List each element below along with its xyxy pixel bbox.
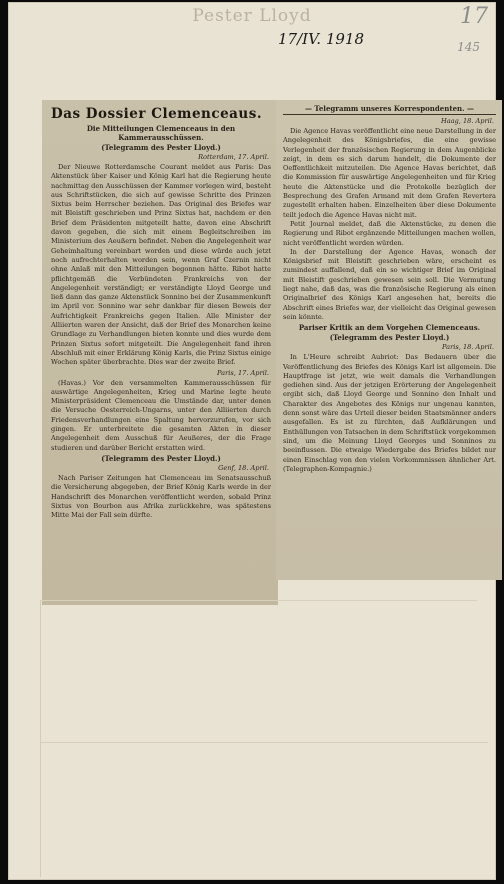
section-subhead: Pariser Kritik an dem Vorgehen Clemenceaus. — [298, 323, 481, 333]
paper-fold-region — [40, 600, 477, 877]
byline: (Telegramm des Pester Lloyd.) — [101, 453, 221, 463]
article-paragraph: Petit Journal meldet, daß die Aktenstücke, zu denen die Regierung und Ribot ergänzende Mitteilungen machen wollen, nicht veröffentlicht werden würden. — [283, 219, 496, 247]
byline: (Telegramm des Pester Lloyd.) — [329, 333, 450, 343]
handwritten-date: 17/IV. 1918 — [278, 30, 364, 48]
dateline: Paris, 18. April. — [442, 343, 494, 352]
dateline: Genf, 18. April. — [218, 463, 269, 472]
article-paragraph: In L'Heure schreibt Aubriot: Das Bedauern über die Veröffentlichung des Briefes des Königs Karl ist allgemein. Die Hauptfrage ist jetzt, wie weit damals die Verhandlungen gediehen sind. Aus der jetzigen Erörterung der Angelegenheit ergibt sich, daß Lloyd George und Sonnino den Inhalt und Charakter des Angebotes des Königs nur ungenau kannten, denn sonst wäre das Urteil dieser beiden Staatsmänner anders ausgefallen. Es ist zu fürchten, daß Aufklärungen und Enthüllungen von Tatsachen in dem Schriftstück vorgekommen sind, um die Meinung Lloyd Georges und Sonninos zu beeinflussen. Die etwaige Wiedergabe des Briefes bildet nur einen Einschlag von den vielen Vorkommnissen ähnlicher Art. (Telegraphen-Kompagnie.) — [283, 353, 496, 473]
right-clipping — [276, 100, 502, 580]
article-paragraph: Nach Pariser Zeitungen hat Clemenceau im Senatsausschuß die Versicherung abgegeben, der Brief König Karls werde in der Handschrift des Monarchen veröffentlicht werden, sobald Prinz Sixtus von Bourbon aus Afrika zurückkehre, was spätestens Mitte Mai der Fall sein dürfte. — [51, 473, 271, 520]
dateline: Haag, 18. April. — [440, 117, 494, 125]
article-paragraph: (Havas.) Vor den versammelten Kammerausschüssen für auswärtige Angelegenheiten, Krieg und Marine legte heute Ministerpräsident Clemenceau die Umstände dar, unter denen die Versuche Oesterreich-Ungarns, unter den Alliierten durch Friedensverhandlungen eine Spaltung hervorzurufen, vor sich gingen. Er unterbreitete die gesamten Akten in dieser Angelegenheit dem Ausschuß für Aeußeres, der die Frage studieren und darüber Bericht erstatten wird. — [51, 378, 271, 452]
article-paragraph: Die Agence Havas veröffentlicht eine neue Darstellung in der Angelegenheit des Königsbriefes, die eine gewisse Verlegenheit der französischen Regierung in dem Augenblicke zeigt, in dem es sich darum handelt, die Dokumente der Oeffentlichkeit mitzuteilen. Die Agence Havas berichtet, daß die Kommission für auswärtige Angelegenheiten und für Krieg heute die Aktenstücke und die Protokolle bezüglich der Besprechung des Grafen Armand mit dem Grafen Revertera zugestellt erhalten haben. Einzelheiten über diese Dokumente teilt jedoch die Agence Havas nicht mit. — [283, 127, 496, 219]
handwritten-folio-number: 145 — [457, 40, 480, 54]
handwritten-page-number: 17 — [460, 4, 488, 29]
paper-fold-line — [40, 742, 488, 743]
dateline: Rotterdam, 17. April. — [198, 153, 269, 161]
byline: (Telegramm des Pester Lloyd.) — [101, 143, 221, 152]
dateline: Paris, 17. April. — [217, 368, 269, 377]
article-paragraph: Der Nieuwe Rotterdamsche Courant meldet aus Paris: Das Aktenstück über Kaiser und König Karl hat die Regierung heute nachmittag den Ausschüssen der Kammer vorlegen wird, besteht aus Schriftstücken, die sich auf gewisse Schritte des Prinzen Sixtus beim Herrscher beziehen. Das Original des Briefes war mit Bleistift geschrieben und Prinz Sixtus hat, nachdem er den Brief dem Präsidenten mitgeteilt hatte, davon eine Abschrift davon gegeben, die sich mit einem Begleitschreiben im Ministerium des Aeußern befindet. Neben die Angelegenheit war Geheimhaltung vereinbart worden und diese würde auch jetzt noch aufrechterhalten worden sein, wenn Graf Czernin nicht ohne Anlaß mit den Mitteilungen begonnen hätte. Ribot hatte pflichtgemäß die Verbündeten Frankreichs von der Angelegenheit verständigt; er verständigte Lloyd George und ließ dann das ganze Aktenstück Sonnino bei der Zusammenkunft im April vor. Sonnino war sehr dankbar für diesen Beweis der Aufrichtigkeit Frankreichs gegen Italien. Alle Minister der Alliierten waren der Ansicht, daß der Brief des Monarchen keine Grundlage zu Verhandlungen bieten konnte und dies wurde dem Prinzen Sixtus sofort mitgeteilt. Die Angelegenheit fand ihren Abschluß mit einer Erklärung König Karls, die Prinz Sixtus einige Wochen später überbrachte. Dies war der zweite Brief. — [51, 163, 271, 367]
clipping-subtitle: Die Mitteilungen Clemenceaus in den Kammerausschüssen. — [86, 124, 236, 142]
clipping-headline: Das Dossier Clemenceaus. — [51, 106, 263, 122]
masthead: Pester Lloyd — [192, 6, 312, 26]
left-clipping — [42, 100, 278, 605]
article-paragraph: In der Darstellung der Agence Havas, wonach der Königsbrief mit Bleistift geschrieben wäre, erscheint es zumindest auffallend, daß ein so wichtiger Brief im Original mit Bleistift geschrieben gewesen sein soll. Die Vermutung liegt nahe, daß das, was die französische Regierung als einen Originalbrief des Königs Karl angesehen hat, bereits die Abschrift eines Briefes war, der vielleicht das Original gewesen sein könnte. — [283, 247, 496, 321]
correspondent-rule: — Telegramm unseres Korrespondenten. — — [283, 104, 496, 115]
